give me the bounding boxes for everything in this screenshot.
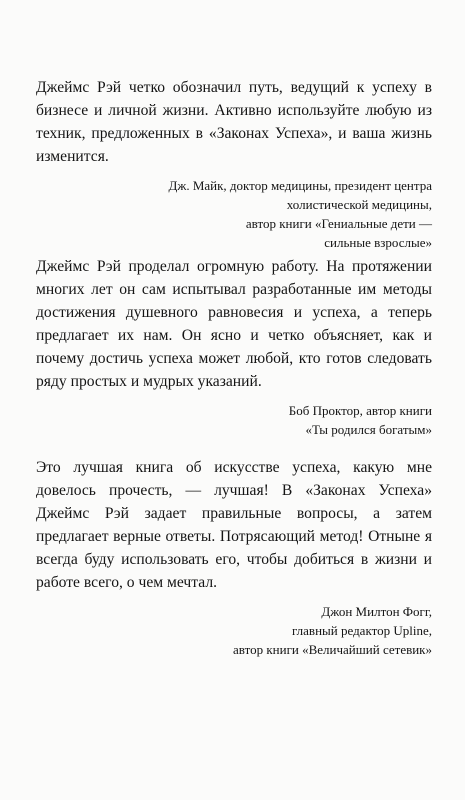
attribution-line: Боб Проктор, автор книги — [288, 403, 432, 418]
endorsement-attribution — [36, 401, 432, 439]
attribution-line: главный редактор Upline, — [292, 623, 432, 638]
attribution-line: «Ты родился богатым» — [305, 422, 432, 437]
endorsement-text: Джеймс Рэй проделал огромную работу. На протяжении многих лет он сам испытывал разработанные им методы достижения душевного равновесия и успеха, а теперь предлагает их нам. Он ясно и четко объясняет, как и почему достичь успеха может любой, кто готов следовать ряду простых и мудрых указаний. — [36, 258, 432, 390]
endorsement-attribution — [36, 602, 432, 659]
attribution-line: холистической медицины, — [286, 197, 432, 212]
endorsement-text: Это лучшая книга об искусстве успеха, какую мне довелось прочесть, — лучшая! В «Законах Успеха» Джеймс Рэй задает правильные вопросы, а затем предлагает верные ответы. Потрясающий метод! Отныне я всегда буду использовать его, чтобы добиться в жизни и работе всего, о чем мечтал. — [36, 459, 432, 591]
attribution-line: сильные взрослые» — [324, 235, 432, 250]
endorsement-block — [36, 255, 432, 439]
attribution-line: Джон Милтон Фогг, — [321, 604, 432, 619]
attribution-line: автор книги «Гениальные дети — — [245, 216, 432, 231]
endorsement-block — [36, 456, 432, 659]
endorsement-text: Джеймс Рэй четко обозначил путь, ведущий к успеху в бизнесе и личной жизни. Активно используйте любую из техник, предложенных в «Законах Успеха», и ваша жизнь изменится. — [36, 79, 432, 165]
attribution-line: Дж. Майк, доктор медицины, президент центра — [168, 178, 432, 193]
attribution-line: автор книги «Величайший сетевик» — [233, 642, 432, 657]
endorsement-block — [36, 76, 432, 252]
endorsement-attribution — [36, 176, 432, 252]
